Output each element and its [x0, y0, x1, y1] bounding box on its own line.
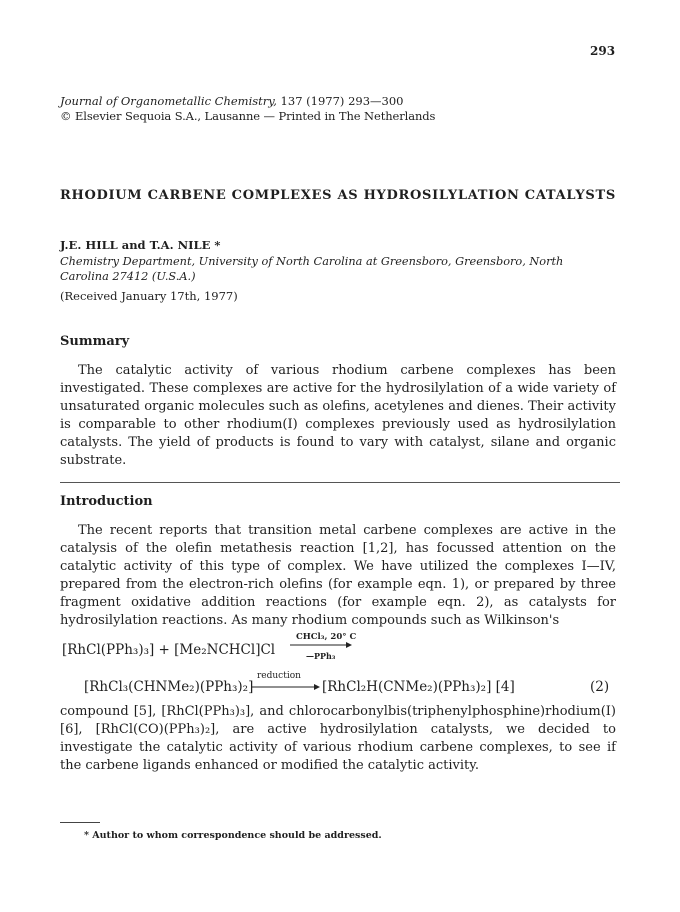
journal-title: Journal of Organometallic Chemistry, [60, 94, 277, 108]
affiliation: Chemistry Department, University of North Carolina at Greensboro, Greensboro, North Carolina 27412 (U.S.A.) [60, 255, 564, 283]
section-divider [60, 482, 620, 483]
equation-1-condition: CHCl₃, 20° C [296, 632, 357, 642]
footnote: * Author to whom correspondence should be addressed. [84, 830, 382, 841]
introduction-heading: Introduction [60, 494, 153, 509]
journal-ref: 137 (1977) 293—300 [276, 94, 404, 108]
copyright-line: © Elsevier Sequoia S.A., Lausanne — Printed in The Netherlands [60, 109, 436, 123]
authors: J.E. HILL and T.A. NILE * [60, 238, 221, 252]
equation-2-condition: reduction [257, 671, 301, 681]
received-date: (Received January 17th, 1977) [60, 289, 238, 303]
introduction-continuation: compound [5], [RhCl(PPh₃)₃], and chlorocarbonylbis(triphenylphosphine)rhodium(I) [6], [RhCl(CO)(PPh₃)₂], are active hydrosilylation catalysts, we decided to investigate the catalytic activity of various rhodium carbene complexes, to see if the carbene ligands enhanced or modified the catalytic activity. [60, 704, 616, 773]
introduction-paragraph: The recent reports that transition metal carbene complexes are active in the catalysis of the olefin metathesis reaction [1,2], has focussed attention on the catalytic activity of this type of complex. We have utilized the complexes I—IV, prepared from the electron-rich olefins (for example eqn. 1), or prepared by three fragment oxidative addition reactions (for example eqn. 2), as catalysts for hydrosilylation reactions. As many rhodium compounds such as Wilkinson's [60, 523, 616, 628]
journal-citation [60, 94, 403, 109]
page-number: 293 [590, 44, 616, 58]
summary-paragraph: The catalytic activity of various rhodium carbene complexes has been investigated. These complexes are active for the hydrosilylation of a wide variety of unsaturated organic molecules such as olefins, acetylenes and dienes. Their activity is comparable to other rhodium(I) complexes previously used as hydrosilylation catalysts. The yield of products is found to vary with catalyst, silane and organic substrate. [60, 363, 616, 468]
equation-2-number: (2) [590, 679, 610, 695]
reaction-arrow-icon [252, 683, 320, 691]
summary-heading: Summary [60, 334, 130, 349]
equation-2-product: [RhCl₂H(CNMe₂)(PPh₃)₂] [4] [322, 679, 515, 695]
equation-1-reactants: [RhCl(PPh₃)₃] + [Me₂NCHCl]Cl [62, 642, 276, 658]
footnote-divider [60, 822, 100, 823]
equation-1-byproduct: —PPh₃ [306, 651, 336, 661]
reaction-arrow-icon [290, 641, 352, 649]
equation-2-reactant: [RhCl₃(CHNMe₂)(PPh₃)₂] [84, 679, 254, 695]
article-title: RHODIUM CARBENE COMPLEXES AS HYDROSILYLATION CATALYSTS [60, 188, 616, 203]
